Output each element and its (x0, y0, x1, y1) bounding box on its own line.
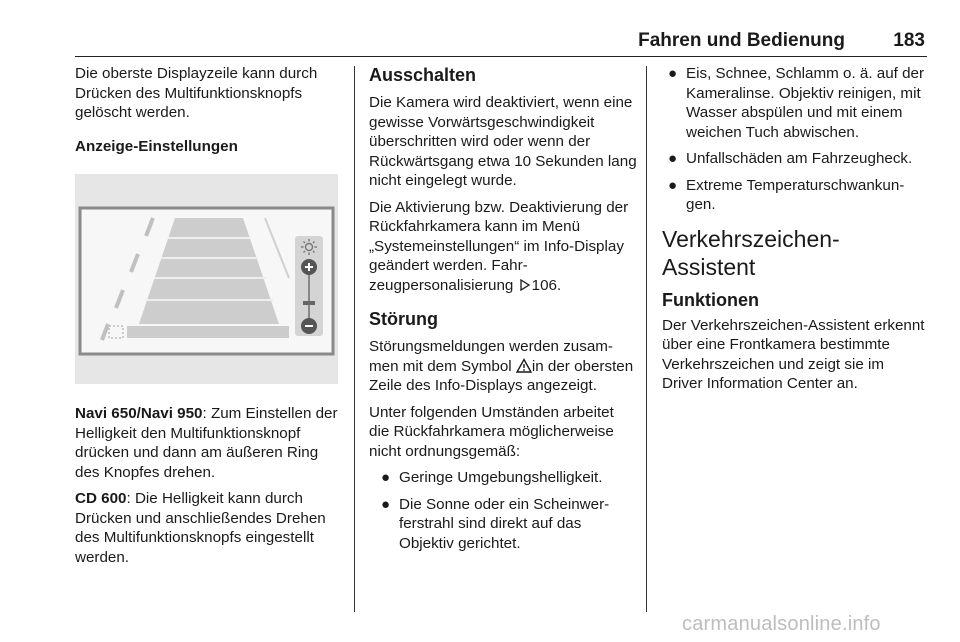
rear-camera-display-illustration (75, 174, 338, 384)
paragraph: Die oberste Displayzeile kann durch Drücken des Multifunktionsknopfs gelöscht werden. (75, 65, 318, 121)
paragraph-navi (75, 404, 341, 482)
bullet-list (369, 468, 637, 553)
heading-traffic-sign-assistant: Verkehrszeichen-Assistent (662, 225, 840, 280)
section-title: Fahren und Bedienung (638, 30, 845, 51)
paragraph-text: : Die Helligkeit kann durch Drücken und anschließendes Drehen des Multifunktionsknopfs eingestellt werden. (75, 490, 326, 566)
page-header (75, 24, 927, 57)
list-item: ● Geringe Umgebungshelligkeit. (381, 469, 603, 486)
heading-funktionen: Funktionen (662, 289, 759, 310)
list-item: ● Die Sonne oder ein Scheinwerferstrahl sind direkt auf das Objektiv gerichtet. (381, 495, 610, 552)
paragraph-text: Störungsmeldungen werden zusammen mit dem Symbol (369, 338, 613, 375)
paragraph-error-messages (369, 337, 637, 396)
page-number: 183 (893, 30, 925, 51)
page-reference-icon (520, 279, 530, 291)
paragraph: Unter folgenden Umständen arbeitet die Rückfahrkamera möglicherweise nicht ordnungsgemäß: (369, 403, 614, 460)
column-2 (369, 64, 637, 560)
paragraph-text: Die Aktivierung bzw. Deaktivierung der Rückfahrkamera kann im Menü „Systemeinstellungen“ im Info-Display geändert werden. Fahrzeugpersonalisierung (369, 198, 629, 294)
column-3 (662, 64, 928, 401)
paragraph-text: : Zum Einstellen der Helligkeit den Multifunktionsknopf drücken und dann am äußeren Ring des Knopfes drehen. (75, 405, 338, 481)
subheading-display-settings: Anzeige-Einstellungen (75, 137, 238, 155)
page-reference: 106. (531, 276, 562, 294)
camera-display-figure (75, 174, 338, 384)
paragraph-text: in der obersten Zeile des Info-Displays angezeigt. (369, 357, 634, 394)
model-name: Navi 650/Navi 950 (75, 405, 203, 422)
heading-ausschalten: Ausschalten (369, 65, 477, 85)
list-item: ● Extreme Temperaturschwankungen. (668, 176, 905, 213)
model-name: CD 600 (75, 490, 127, 507)
watermark: carmanualsonline.info (682, 613, 881, 635)
paragraph: Die Kamera wird deaktiviert, wenn eine gewisse Vorwärtsgeschwindigkeit überschritten wird oder wenn der Rückwärtsgang etwa 10 Sekunden lang nicht eingelegt wurde. (369, 94, 637, 189)
warning-triangle-icon (516, 358, 532, 373)
paragraph-activation (369, 198, 637, 296)
column-1 (75, 64, 341, 574)
column-divider (354, 66, 355, 612)
heading-stoerung: Störung (369, 309, 438, 329)
bullet-list (662, 64, 928, 215)
paragraph-cd600 (75, 489, 341, 567)
list-item: ● Eis, Schnee, Schlamm o. ä. auf der Kameralinse. Objektiv reinigen, mit Wasser abspülen und mit einem weichen Tuch abwischen. (668, 65, 925, 141)
column-divider (646, 66, 647, 612)
paragraph: Der Verkehrszeichen-Assistent erkennt über eine Frontkamera bestimmte Verkehrszeichen und zeigt sie im Driver Information Center an. (662, 316, 925, 392)
list-item: ● Unfallschäden am Fahrzeugheck. (668, 150, 913, 167)
